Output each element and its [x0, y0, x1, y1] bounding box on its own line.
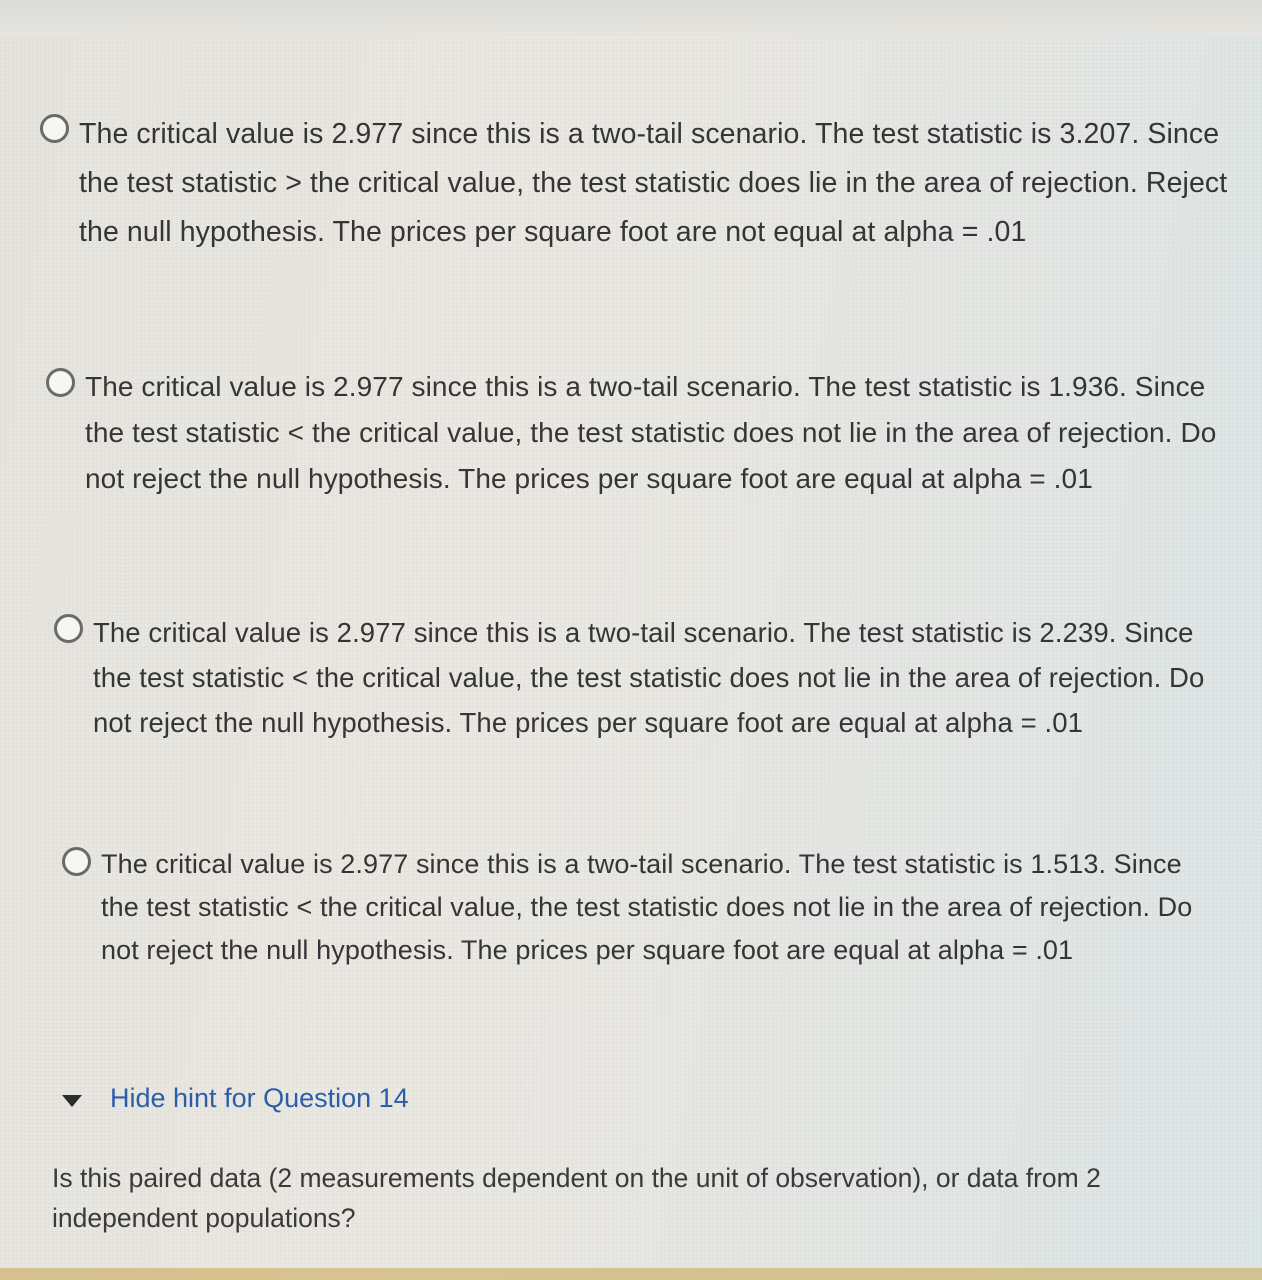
answer-option-text: The critical value is 2.977 since this is a two-tail scenario. The test statistic is 3.207. Since the test statistic > the critical value, the test statistic does lie in the area of rejection. Reject the null hypothesis. The prices per square foot are not equal at alpha = .01 [79, 118, 1228, 248]
hint-toggle[interactable] [62, 1083, 409, 1114]
answer-option-1[interactable] [40, 110, 1230, 257]
hint-toggle-link[interactable]: Hide hint for Question 14 [110, 1083, 409, 1113]
radio-button-icon[interactable] [40, 114, 69, 143]
answer-option-3[interactable] [54, 610, 1214, 745]
radio-button-icon[interactable] [54, 614, 83, 643]
answer-option-text: The critical value is 2.977 since this is a two-tail scenario. The test statistic is 2.239. Since the test statistic < the critical value, the test statistic does not lie in the area of rejection. Do not reject the null hypothesis. The prices per square foot are equal at alpha = .01 [93, 617, 1205, 738]
answer-option-4[interactable] [62, 843, 1202, 972]
top-band [0, 0, 1262, 36]
answer-option-text: The critical value is 2.977 since this is a two-tail scenario. The test statistic is 1.936. Since the test statistic < the critical value, the test statistic does not lie in the area of rejection. Do not reject the null hypothesis. The prices per square foot are equal at alpha = .01 [85, 371, 1217, 494]
hint-text: Is this paired data (2 measurements dependent on the unit of observation), or data from 2 independent populations? [52, 1163, 1101, 1233]
answer-option-text: The critical value is 2.977 since this is a two-tail scenario. The test statistic is 1.513. Since the test statistic < the critical value, the test statistic does not lie in the area of rejection. Do not reject the null hypothesis. The prices per square foot are equal at alpha = .01 [101, 849, 1193, 965]
caret-down-icon[interactable] [62, 1095, 82, 1107]
bottom-edge [0, 1268, 1262, 1280]
answer-option-2[interactable] [46, 364, 1226, 502]
radio-button-icon[interactable] [46, 368, 75, 397]
radio-button-icon[interactable] [62, 847, 91, 876]
